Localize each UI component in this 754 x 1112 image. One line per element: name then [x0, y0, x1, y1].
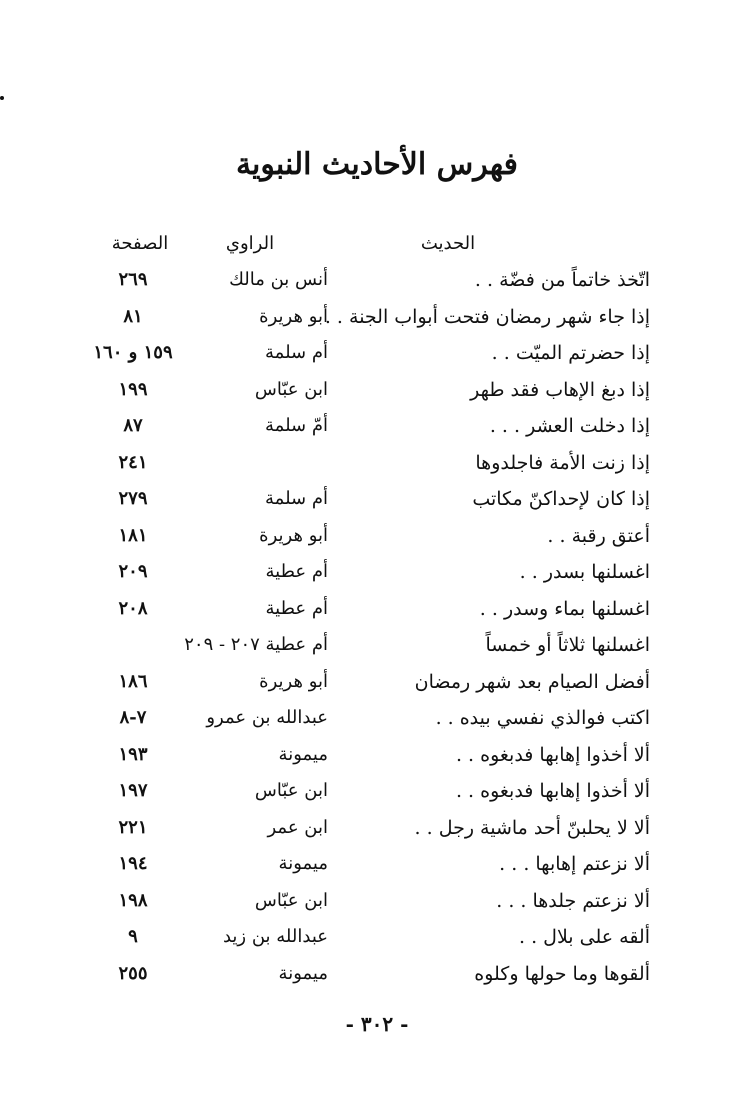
table-row	[0, 664, 754, 701]
page-title: فهرس الأحاديث النبوية	[235, 147, 519, 182]
rawi-name: أم عطية ٢٠٧ - ٢٠٩	[184, 634, 328, 655]
rawi-name: ابن عبّاس	[254, 889, 328, 911]
table-row	[0, 591, 754, 628]
scan-speck	[0, 96, 4, 100]
hadith-text: ألقوها وما حولها وكلوه	[474, 962, 650, 985]
table-row	[0, 846, 754, 883]
page-ref: ١٩٤	[118, 853, 148, 874]
page-ref: ٢٤١	[118, 451, 148, 473]
hadith-index-table	[0, 226, 754, 992]
rawi-name: أم سلمة	[265, 488, 328, 509]
rawi-name: أم عطية	[265, 561, 328, 582]
table-row	[0, 408, 754, 445]
rawi-name: أبو هريرة	[259, 670, 328, 692]
hadith-text: ألا أخذوا إهابها فدبغوه . .	[455, 743, 650, 766]
page-ref: ١٥٩ و ١٦٠	[93, 342, 173, 363]
hadith-text: إذا دخلت العشر . . .	[489, 415, 650, 437]
page-ref: ١٩٧	[118, 780, 148, 801]
page-ref: ٢٠٩	[118, 561, 148, 582]
header-page: الصفحة	[111, 233, 169, 254]
page-ref: ٩	[128, 926, 138, 947]
table-row	[0, 810, 754, 847]
table-row	[0, 445, 754, 482]
rawi-name: ميمونة	[278, 853, 328, 874]
hadith-text: ألا لا يحلبنّ أحد ماشية رجل . .	[414, 816, 650, 839]
rawi-name: ابن عبّاس	[254, 780, 328, 801]
hadith-text: إذا جاء شهر رمضان فتحت أبواب الجنة . .	[324, 305, 650, 328]
hadith-text: إذا دبغ الإهاب فقد طهر	[470, 378, 650, 401]
page-ref: ٢٦٩	[118, 269, 148, 290]
page-ref: ٨٧	[123, 415, 143, 436]
hadith-text: أعتق رقبة . .	[547, 524, 650, 547]
table-row	[0, 518, 754, 555]
hadith-text: ألا نزعتم إهابها . . .	[499, 853, 650, 875]
hadith-text: اكتب فوالذي نفسي بيده . .	[435, 707, 650, 729]
page-ref: ١٨٦	[118, 670, 148, 692]
table-header-row	[0, 226, 754, 262]
rawi-name: ابن عبّاس	[254, 378, 328, 400]
hadith-text: إذا حضرتم الميّت . .	[491, 342, 650, 364]
table-row	[0, 262, 754, 299]
header-hadith: الحديث	[420, 233, 476, 254]
table-row	[0, 627, 754, 664]
page-ref: ١٩٨	[118, 889, 148, 911]
hadith-text: أفضل الصيام بعد شهر رمضان	[414, 670, 650, 693]
table-row	[0, 481, 754, 518]
table-row	[0, 335, 754, 372]
table-row	[0, 737, 754, 774]
rawi-name: أم عطية	[265, 597, 328, 619]
hadith-text: ألا نزعتم جلدها . . .	[496, 889, 650, 912]
table-row	[0, 883, 754, 920]
hadith-text: ألا أخذوا إهابها فدبغوه . .	[455, 780, 650, 802]
table-row	[0, 299, 754, 336]
page-ref: ٢٥٥	[118, 962, 148, 984]
rawi-name: عبدالله بن زيد	[222, 926, 328, 947]
hadith-text: اتّخذ خاتماً من فضّة . .	[474, 269, 650, 291]
hadith-text: ألقه على بلال . .	[519, 926, 650, 948]
page-ref: ٨١	[123, 305, 143, 327]
hadith-text: اغسلنها بماء وسدر . .	[479, 597, 650, 620]
hadith-text: إذا زنت الأمة فاجلدوها	[475, 451, 650, 474]
rawi-name: أم سلمة	[265, 342, 328, 363]
rawi-name: أمّ سلمة	[265, 415, 328, 436]
hadith-text: اغسلنها بسدر . .	[519, 561, 650, 583]
table-row	[0, 554, 754, 591]
rawi-name: ابن عمر	[267, 816, 328, 838]
table-row	[0, 956, 754, 993]
table-row	[0, 773, 754, 810]
page-ref: ٢٢١	[118, 816, 148, 838]
rawi-name: أبو هريرة	[259, 305, 328, 327]
rawi-name: أبو هريرة	[259, 524, 328, 546]
page-ref: ١٨١	[118, 524, 148, 546]
hadith-text: إذا كان لإحداكنّ مكاتب	[472, 488, 650, 510]
table-row	[0, 700, 754, 737]
table-row	[0, 372, 754, 409]
page-ref: ١٩٩	[118, 378, 148, 400]
rawi-name: ميمونة	[278, 743, 328, 765]
page-number: - ٣٠٢ -	[345, 1012, 409, 1036]
page-ref: ٢٧٩	[118, 488, 148, 509]
page-ref: ٧-٨	[119, 707, 147, 728]
hadith-text: اغسلنها ثلاثاً أو خمساً	[485, 634, 650, 656]
rawi-name: ميمونة	[278, 962, 328, 984]
rawi-name: عبدالله بن عمرو	[206, 707, 328, 728]
page-ref: ٢٠٨	[118, 597, 148, 619]
page-ref: ١٩٣	[118, 743, 148, 765]
header-rawi: الراوي	[225, 233, 275, 254]
table-row	[0, 919, 754, 956]
rawi-name: أنس بن مالك	[229, 269, 328, 290]
